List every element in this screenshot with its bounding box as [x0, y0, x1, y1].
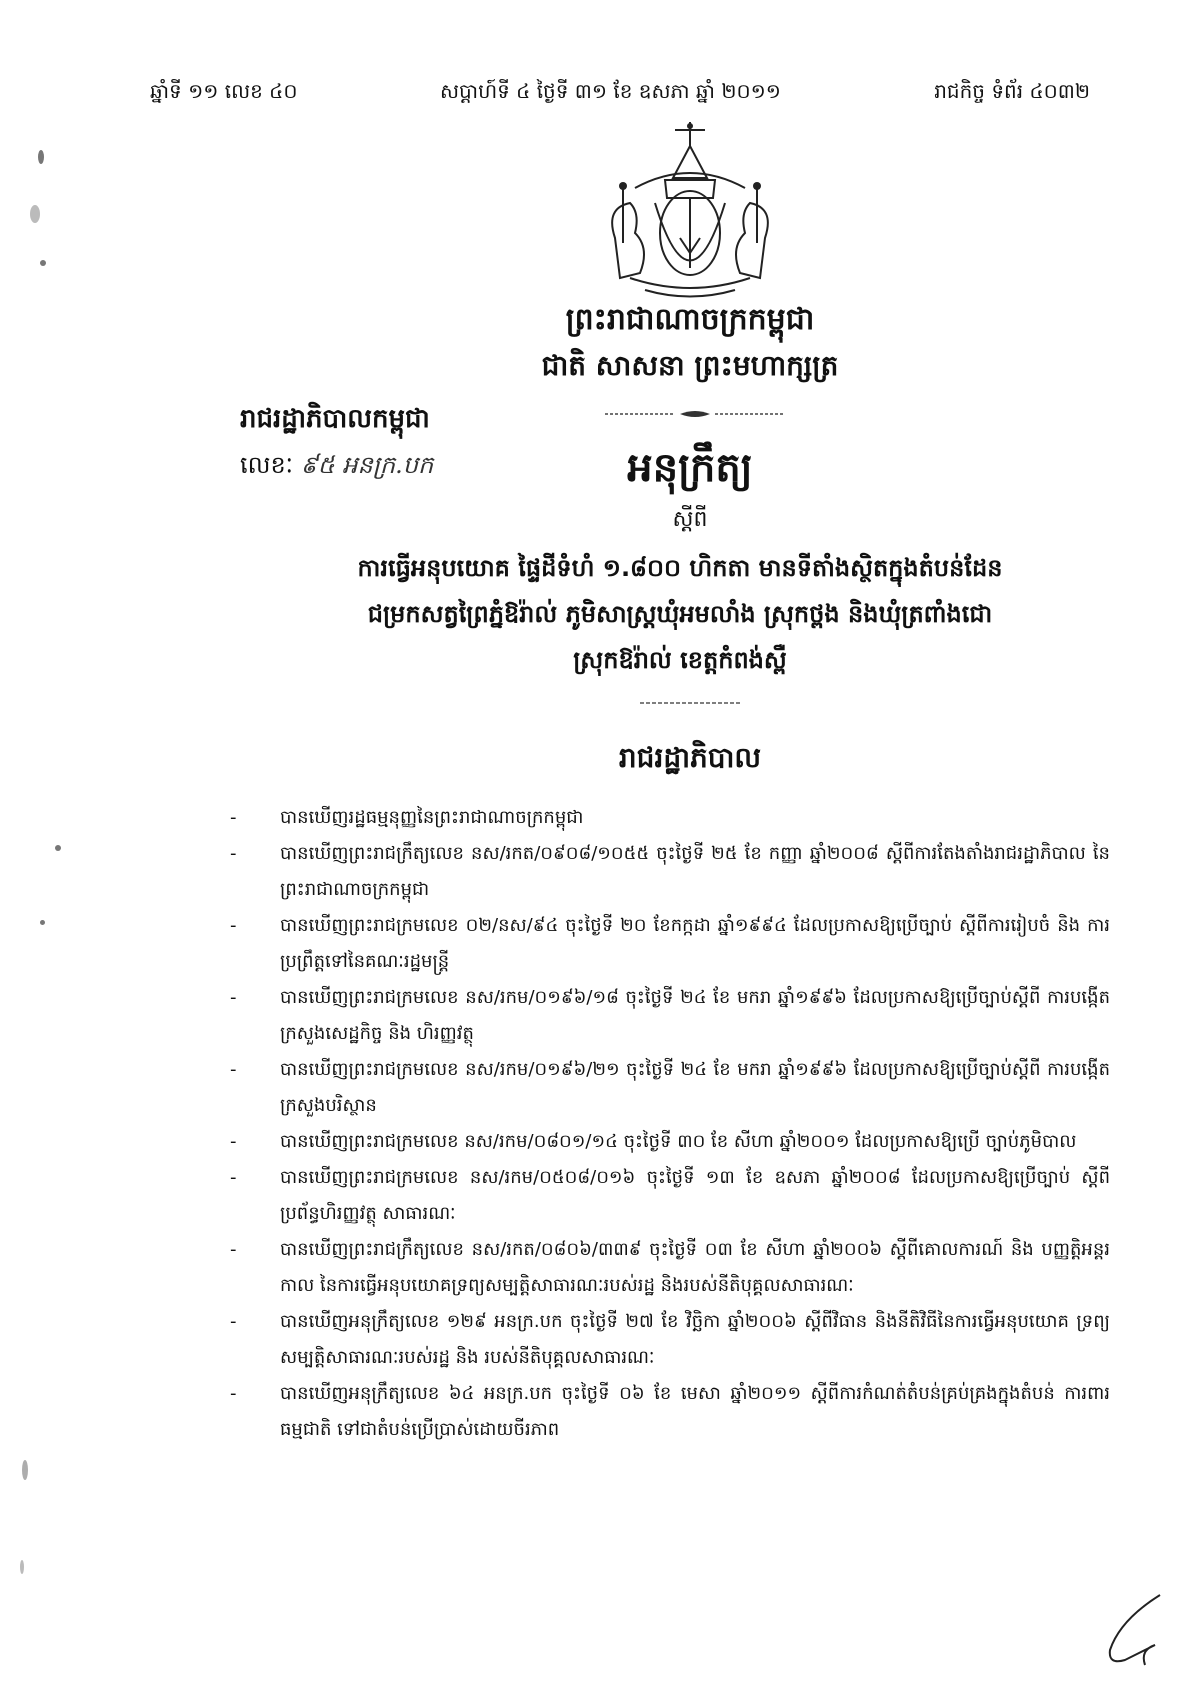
gazette-issue: ឆ្នាំទី ១១ លេខ ៤០ [150, 79, 298, 103]
gazette-date: សប្តាហ៍ទី ៤ ថ្ងៃទី ៣១ ខែ ឧសភា ឆ្នាំ ២០១១ [440, 79, 781, 103]
list-item: - បានឃើញព្រះរាជក្រឹត្យលេខ នស/រកត/០៩០៨/១០៥៥ ចុះថ្ងៃទី ២៥ ខែ កញ្ញា ឆ្នាំ២០០៨ ស្តីពីការតែងតាំងរាជរដ្ឋាភិបាល នៃព្រះរាជាណាចក្រកម្ពុជា [230, 836, 1110, 908]
subject-line: ការធ្វើអនុបយោគ ផ្ទៃដីទំហំ ១.៨០០ ហិកតា មានទីតាំងស្ថិតក្នុងតំបន់ដែន [357, 554, 1003, 582]
scan-speck [38, 150, 44, 164]
list-item: - បានឃើញព្រះរាជក្រឹត្យលេខ នស/រកត/០៨០៦/៣៣៩ ចុះថ្ងៃទី ០៣ ខែ សីហា ឆ្នាំ២០០៦ ស្តីពីគោលការណ៍ និង បញ្ញត្តិអន្តរកាល នៃការធ្វើអនុបយោគទ្រព្យសម្បត្តិសាធារណៈរបស់រដ្ឋ និងរបស់នីតិបុគ្គលសាធារណៈ [230, 1232, 1110, 1304]
gazette-page: រាជកិច្ច ទំព័រ ៤០៣២ [934, 79, 1090, 103]
ornament-divider [605, 408, 785, 420]
document-type-title: អនុក្រឹត្យ [627, 445, 753, 491]
document-number-value: ៩៥ អនក្រ.បក [300, 451, 434, 479]
document-number-label: លេខៈ [240, 451, 294, 479]
scan-speck [30, 205, 40, 223]
list-item: - បានឃើញអនុក្រឹត្យលេខ ១២៩ អនក្រ.បក ចុះថ្ងៃទី ២៧ ខែ វិច្ឆិកា ឆ្នាំ២០០៦ ស្តីពីវិធាន និងនីតិវិធីនៃការធ្វើអនុបយោគ ទ្រព្យសម្បត្តិសាធារណៈរបស់រដ្ឋ និង របស់នីតិបុគ្គលសាធារណៈ [230, 1304, 1110, 1376]
subject-line: ស្រុកឱរ៉ាល់ ខេត្តកំពង់ស្ពឺ [573, 646, 787, 674]
royal-emblem-icon [595, 118, 785, 303]
list-item: - បានឃើញព្រះរាជក្រមលេខ នស/រកម/០១៩៦/២១ ចុះថ្ងៃទី ២៤ ខែ មករា ឆ្នាំ១៩៩៦ ដែលប្រកាសឱ្យប្រើច្បាប់ស្តីពី ការបង្កើតក្រសួងបរិស្ថាន [230, 1052, 1110, 1124]
issuing-authority: រាជរដ្ឋាភិបាលកម្ពុជា [240, 404, 430, 434]
subject-line: ជម្រកសត្វព្រៃភ្នំឱរ៉ាល់ ភូមិសាស្ត្រឃុំអមលាំង ស្រុកថ្ពង និងឃុំត្រពាំងជោ [367, 600, 993, 628]
scan-speck [55, 845, 61, 851]
list-item: - បានឃើញព្រះរាជក្រមលេខ ០២/នស/៩៤ ចុះថ្ងៃទី ២០ ខែកក្កដា ឆ្នាំ១៩៩៤ ដែលប្រកាសឱ្យប្រើច្បាប់ ស្តីពីការរៀបចំ និង ការប្រព្រឹត្តទៅនៃគណៈរដ្ឋមន្ត្រី [230, 908, 1110, 980]
government-heading: រាជរដ្ឋាភិបាល [618, 741, 762, 774]
list-item: - បានឃើញអនុក្រឹត្យលេខ ៦៤ អនក្រ.បក ចុះថ្ងៃទី ០៦ ខែ មេសា ឆ្នាំ២០១១ ស្តីពីការកំណត់តំបន់គ្រប់គ្រងក្នុងតំបន់ ការពារធម្មជាតិ ទៅជាតំបន់ប្រើប្រាស់ដោយចីរភាព [230, 1376, 1110, 1448]
scan-speck [20, 1560, 24, 1574]
scan-speck [40, 920, 45, 925]
initial-mark-icon [1100, 1590, 1170, 1670]
legal-basis-list [230, 800, 1110, 1448]
national-motto: ជាតិ សាសនា ព្រះមហាក្សត្រ [541, 349, 839, 382]
small-divider [640, 700, 740, 706]
about-label: ស្តីពី [672, 507, 708, 532]
document-number [240, 450, 433, 485]
kingdom-title: ព្រះរាជាណាចក្រកម្ពុជា [565, 302, 815, 337]
document-subject [230, 545, 1130, 683]
list-item: - បានឃើញព្រះរាជក្រមលេខ នស/រកម/០៨០១/១៤ ចុះថ្ងៃទី ៣០ ខែ សីហា ឆ្នាំ២០០១ ដែលប្រកាសឱ្យប្រើ ច្បាប់ភូមិបាល [230, 1124, 1110, 1160]
scan-speck [40, 260, 46, 266]
list-item: - បានឃើញព្រះរាជក្រមលេខ នស/រកម/០៥០៨/០១៦ ចុះថ្ងៃទី ១៣ ខែ ឧសភា ឆ្នាំ២០០៨ ដែលប្រកាសឱ្យប្រើច្បាប់ ស្តីពីប្រព័ន្ធហិរញ្ញវត្ថុ សាធារណៈ [230, 1160, 1110, 1232]
list-item: - បានឃើញរដ្ឋធម្មនុញ្ញនៃព្រះរាជាណាចក្រកម្ពុជា [230, 800, 1110, 836]
gazette-header [150, 70, 1090, 110]
scan-speck [22, 1460, 28, 1480]
list-item: - បានឃើញព្រះរាជក្រមលេខ នស/រកម/០១៩៦/១៨ ចុះថ្ងៃទី ២៤ ខែ មករា ឆ្នាំ១៩៩៦ ដែលប្រកាសឱ្យប្រើច្បាប់ស្តីពី ការបង្កើតក្រសួងសេដ្ឋកិច្ច និង ហិរញ្ញវត្ថុ [230, 980, 1110, 1052]
